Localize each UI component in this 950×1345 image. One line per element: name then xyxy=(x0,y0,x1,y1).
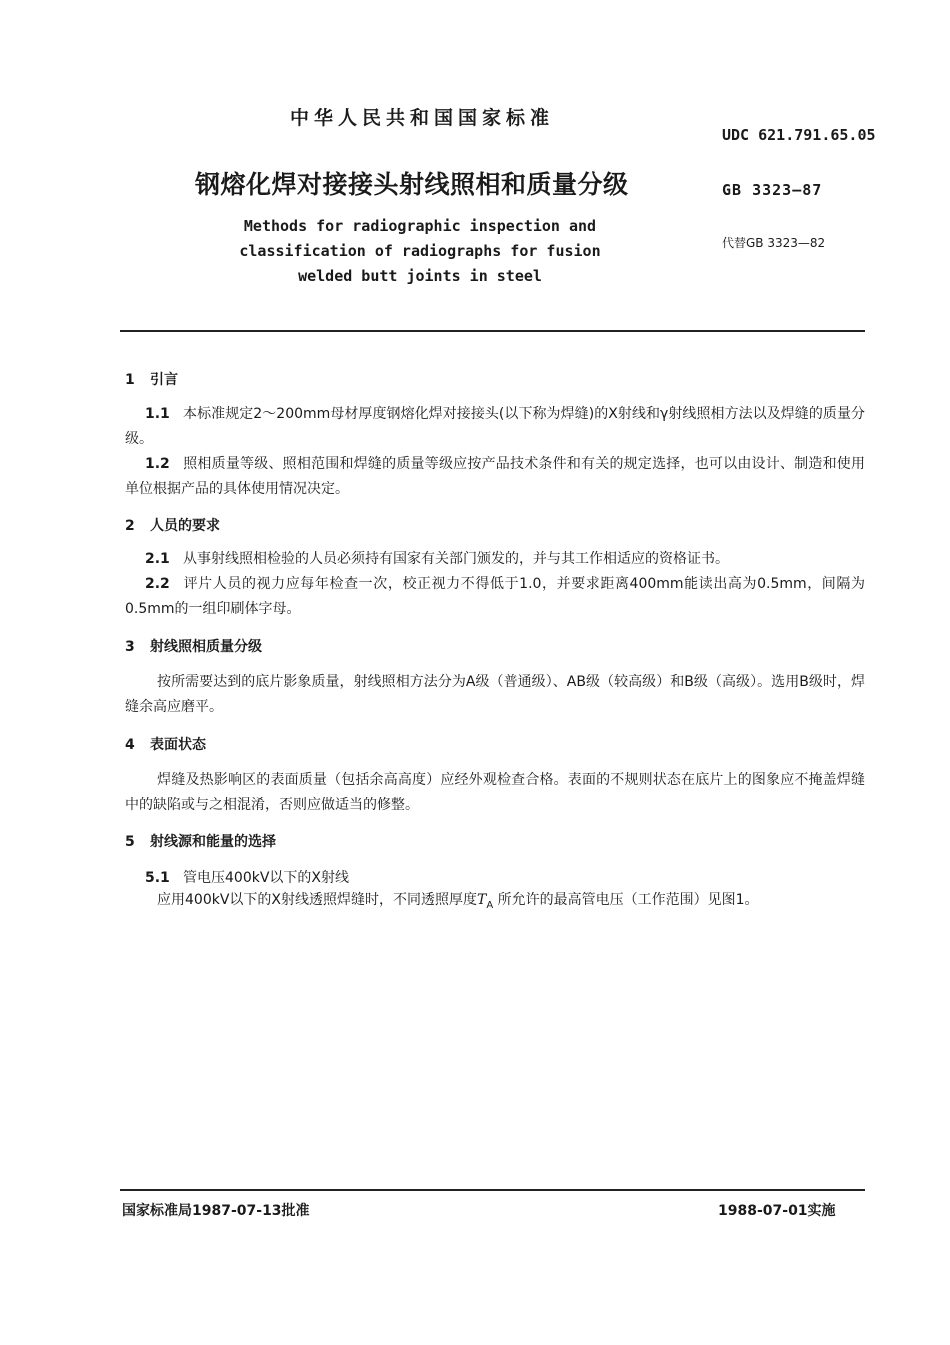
clause-number: 1.1 xyxy=(145,406,170,422)
section-text-pre: 应用400kV以下的X射线透照焊缝时，不同透照厚度 xyxy=(157,892,477,908)
section-heading xyxy=(125,515,220,535)
clause-number: 5.1 xyxy=(145,870,170,886)
section-number: 3 xyxy=(125,639,135,655)
header-divider xyxy=(120,330,865,332)
section-title: 射线照相质量分级 xyxy=(150,639,262,655)
subclause-heading xyxy=(145,867,349,887)
udc-code: UDC 621.791.65.05 xyxy=(722,126,876,144)
section-text: 焊缝及热影响区的表面质量（包括余高高度）应经外观检查合格。表面的不规则状态在底片上的图象应不掩盖焊缝中的缺陷或与之相混淆，否则应做适当的修整。 xyxy=(125,772,865,813)
clause-number: 1.2 xyxy=(145,456,170,472)
document-title-english: Methods for radiographic inspection and classification of radiographs for fusion welded butt joints in steel xyxy=(239,217,601,285)
section-text: 按所需要达到的底片影象质量，射线照相方法分为A级（普通级）、AB级（较高级）和B级（高级）。选用B级时，焊缝余高应磨平。 xyxy=(125,674,865,715)
section-title: 人员的要求 xyxy=(150,518,220,534)
section-text-post: 所允许的最高管电压（工作范围）见图1。 xyxy=(497,892,759,908)
clause-number: 2.2 xyxy=(145,576,170,592)
effective-date: 1988-07-01实施 xyxy=(718,1203,836,1219)
document-title-chinese: 钢熔化焊对接接头射线照相和质量分级 xyxy=(195,170,629,199)
section-title: 射线源和能量的选择 xyxy=(150,834,276,850)
section-number: 5 xyxy=(125,834,135,850)
section-heading xyxy=(125,369,178,389)
clause-text: 照相质量等级、照相范围和焊缝的质量等级应按产品技术条件和有关的规定选择，也可以由设计、制造和使用单位根据产品的具体使用情况决定。 xyxy=(125,456,865,497)
section-title: 引言 xyxy=(150,372,178,388)
clause-text: 从事射线照相检验的人员必须持有国家有关部门颁发的，并与其工作相适应的资格证书。 xyxy=(183,551,729,567)
thickness-symbol: T xyxy=(477,892,487,908)
section-title: 表面状态 xyxy=(150,737,206,753)
section-number: 2 xyxy=(125,518,135,534)
clause-paragraph xyxy=(125,452,865,502)
section-paragraph xyxy=(125,670,865,720)
clause-paragraph xyxy=(125,547,865,572)
section-paragraph xyxy=(125,888,865,918)
section-heading xyxy=(125,831,276,851)
clause-text: 本标准规定2～200mm母材厚度钢熔化焊对接接头(以下称为焊缝)的X射线和γ射线照相方法以及焊缝的质量分级。 xyxy=(125,406,865,447)
clause-paragraph xyxy=(125,402,865,452)
section-heading xyxy=(125,636,262,656)
thickness-symbol-subscript: A xyxy=(486,899,494,911)
clause-number: 2.1 xyxy=(145,551,170,567)
approval-date: 国家标准局1987-07-13批准 xyxy=(122,1203,310,1219)
section-number: 1 xyxy=(125,372,135,388)
section-paragraph xyxy=(125,768,865,818)
subclause-title: 管电压400kV以下的X射线 xyxy=(183,870,349,886)
replaces-note: 代替GB 3323—82 xyxy=(722,236,826,250)
national-standard-heading: 中华人民共和国国家标准 xyxy=(290,107,555,129)
section-heading xyxy=(125,734,206,754)
clause-text: 评片人员的视力应每年检查一次，校正视力不得低于1.0，并要求距离400mm能读出高为0.5mm，间隔为0.5mm的一组印刷体字母。 xyxy=(125,576,865,617)
footer-divider xyxy=(120,1189,865,1191)
section-number: 4 xyxy=(125,737,135,753)
gb-standard-code: GB 3323—87 xyxy=(722,181,823,199)
clause-paragraph xyxy=(125,572,865,622)
